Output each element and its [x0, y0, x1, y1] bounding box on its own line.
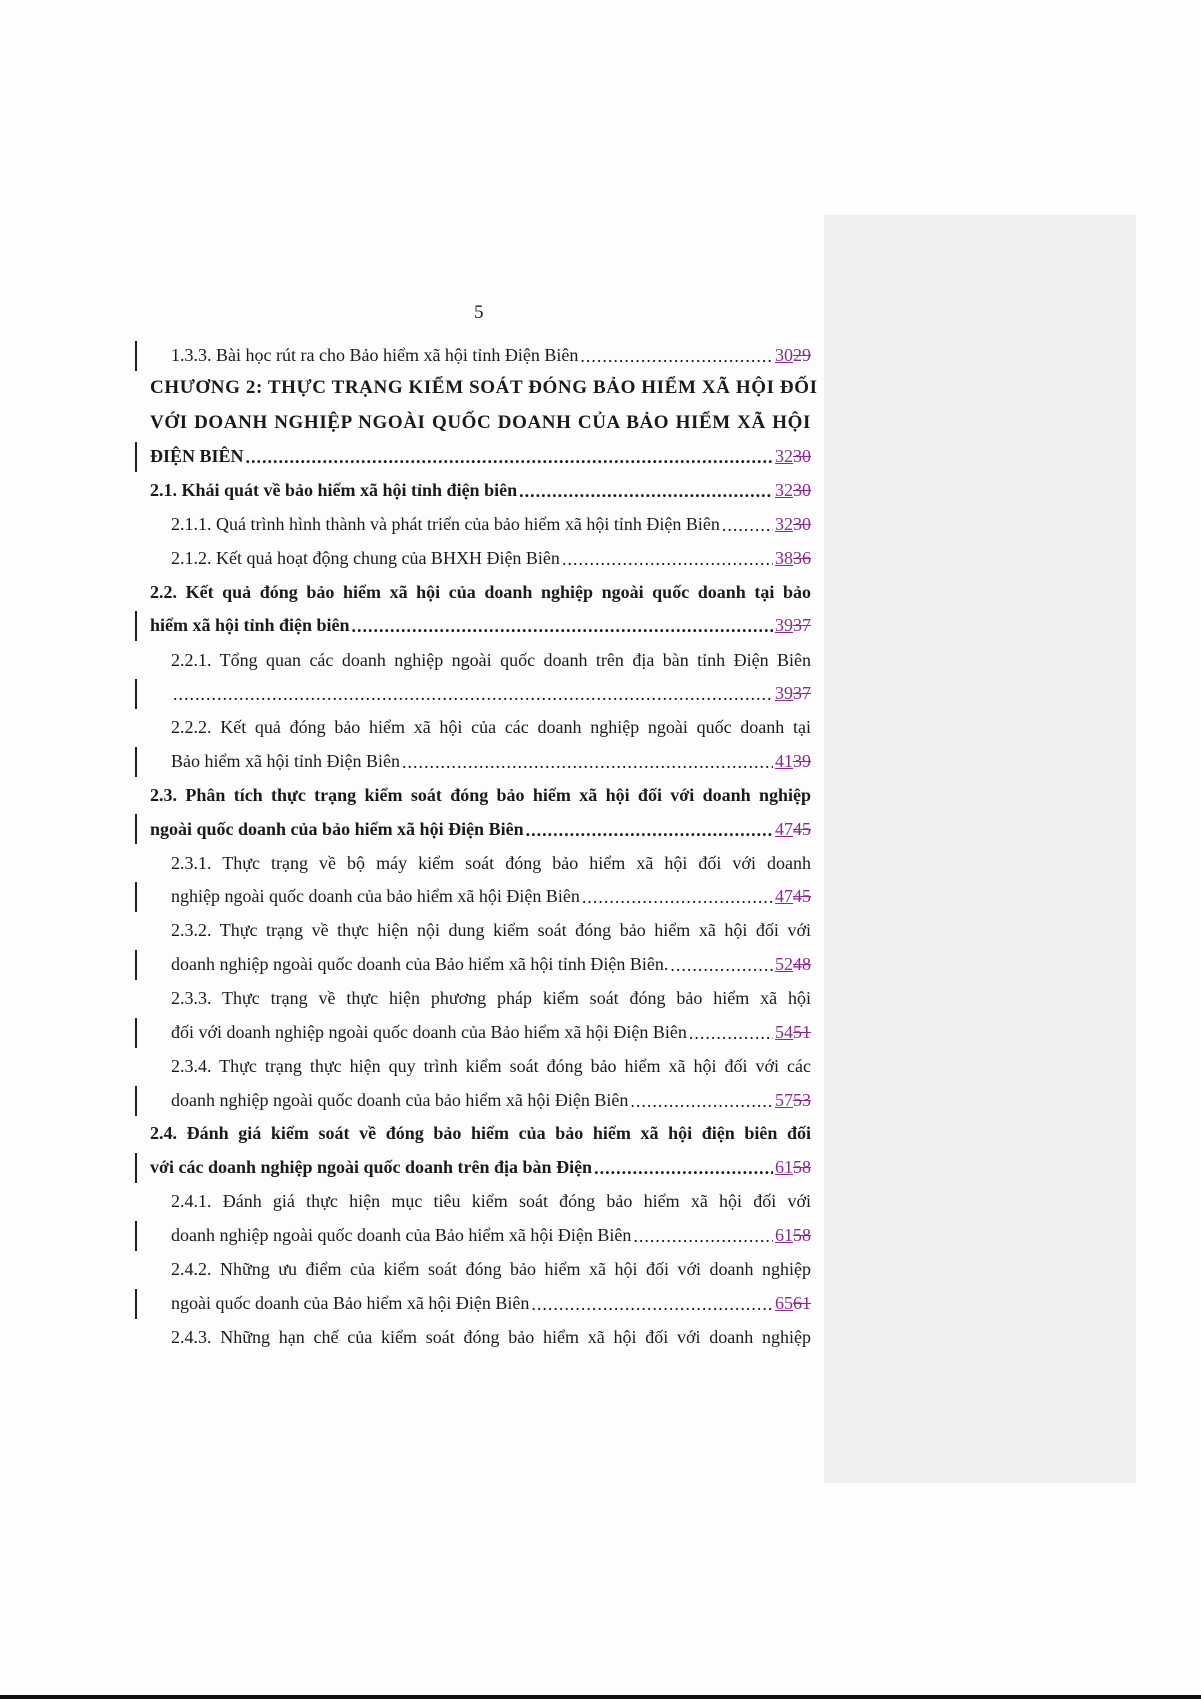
toc-entry-2-4-1-line-1: 2.4.1. Đánh giá thực hiện mục tiêu kiểm soát đóng bảo hiểm xã hội đối với	[171, 1191, 811, 1211]
toc-entry-2-3-2-line-1: 2.3.2. Thực trạng về thực hiện nội dung kiểm soát đóng bảo hiểm xã hội đối với	[171, 920, 811, 940]
toc-entry-2-2-1[interactable]: ..... 3937	[171, 682, 811, 704]
toc-entry-2-3-2[interactable]: doanh nghiệp ngoài quốc doanh của Bảo hiểm xã hội tỉnh Điện Biên. ..... 5248	[171, 953, 811, 975]
toc-entry-2-3[interactable]: ngoài quốc doanh của bảo hiểm xã hội Điện Biên ..... 4745	[150, 818, 811, 840]
chapter-heading-line-1: CHƯƠNG 2: THỰC TRẠNG KIỂM SOÁT ĐÓNG BẢO HIỂM XÃ HỘI ĐỐI	[150, 377, 818, 398]
change-bar	[135, 442, 137, 472]
change-bar	[135, 679, 137, 709]
toc-entry-1-3-3[interactable]: 1.3.3. Bài học rút ra cho Bảo hiểm xã hội tỉnh Điện Biên ..... 3029	[171, 344, 811, 366]
toc-entry-2-4-3-line-1: 2.4.3. Những hạn chế của kiểm soát đóng bảo hiểm xã hội đối với doanh nghiệp	[171, 1327, 811, 1347]
comment-pane[interactable]	[824, 215, 1136, 1483]
change-bar	[135, 1289, 137, 1319]
change-bar	[135, 950, 137, 980]
toc-entry-2-4-2-line-1: 2.4.2. Những ưu điểm của kiểm soát đóng bảo hiểm xã hội đối với doanh nghiệp	[171, 1259, 811, 1279]
toc-entry-2-2-2[interactable]: Bảo hiểm xã hội tỉnh Điện Biên ..... 4139	[171, 750, 811, 772]
toc-entry-2-1[interactable]: 2.1. Khái quát về bảo hiểm xã hội tỉnh điện biên ..... 3230	[150, 479, 811, 501]
toc-entry-2-4-2[interactable]: ngoài quốc doanh của Bảo hiểm xã hội Điện Biên ..... 6561	[171, 1292, 811, 1314]
toc-entry-2-3-4-line-1: 2.3.4. Thực trạng thực hiện quy trình kiểm soát đóng bảo hiểm xã hội đối với các	[171, 1056, 811, 1076]
toc-entry-2-4-line-1: 2.4. Đánh giá kiểm soát về đóng bảo hiểm của bảo hiểm xã hội điện biên đối	[150, 1123, 811, 1143]
toc-entry-2-4-1[interactable]: doanh nghiệp ngoài quốc doanh của Bảo hiểm xã hội Điện Biên ..... 6158	[171, 1224, 811, 1246]
change-bar	[135, 1018, 137, 1048]
toc-entry-2-3-3[interactable]: đối với doanh nghiệp ngoài quốc doanh của Bảo hiểm xã hội Điện Biên ..... 5451	[171, 1021, 811, 1043]
change-bar	[135, 814, 137, 844]
toc-entry-chapter-2[interactable]: ĐIỆN BIÊN ..... 3230	[150, 445, 811, 467]
toc-entry-2-2[interactable]: hiểm xã hội tỉnh điện biên ..... 3937	[150, 614, 811, 636]
toc-entry-2-1-1[interactable]: 2.1.1. Quá trình hình thành và phát triển của bảo hiểm xã hội tỉnh Điện Biên ..... 3230	[171, 513, 811, 535]
chapter-heading-line-2: VỚI DOANH NGHIỆP NGOÀI QUỐC DOANH CỦA BẢO HIỂM XÃ HỘI	[150, 412, 811, 433]
change-bar	[135, 1153, 137, 1183]
change-bar	[135, 882, 137, 912]
toc-entry-2-2-1-line-1: 2.2.1. Tổng quan các doanh nghiệp ngoài quốc doanh trên địa bàn tỉnh Điện Biên	[171, 650, 811, 670]
toc-entry-2-4[interactable]: với các doanh nghiệp ngoài quốc doanh trên địa bàn Điện ..... 6158	[150, 1156, 811, 1178]
toc-entry-2-1-2[interactable]: 2.1.2. Kết quả hoạt động chung của BHXH Điện Biên ..... 3836	[171, 547, 811, 569]
toc-entry-2-3-1[interactable]: nghiệp ngoài quốc doanh của bảo hiểm xã hội Điện Biên ..... 4745	[171, 885, 811, 907]
change-bar	[135, 747, 137, 777]
toc-entry-2-3-3-line-1: 2.3.3. Thực trạng về thực hiện phương pháp kiểm soát đóng bảo hiểm xã hội	[171, 988, 811, 1008]
change-bar	[135, 1221, 137, 1251]
toc-entry-2-2-2-line-1: 2.2.2. Kết quả đóng bảo hiểm xã hội của các doanh nghiệp ngoài quốc doanh tại	[171, 717, 811, 737]
toc-entry-2-3-4[interactable]: doanh nghiệp ngoài quốc doanh của bảo hiểm xã hội Điện Biên ..... 5753	[171, 1089, 811, 1111]
bottom-rule	[0, 1695, 1201, 1699]
toc-entry-2-2-line-1: 2.2. Kết quả đóng bảo hiểm xã hội của doanh nghiệp ngoài quốc doanh tại bảo	[150, 582, 811, 602]
page-number: 5	[474, 302, 484, 323]
change-bar	[135, 611, 137, 641]
change-bar	[135, 341, 137, 371]
toc-entry-2-3-1-line-1: 2.3.1. Thực trạng về bộ máy kiểm soát đóng bảo hiểm xã hội đối với doanh	[171, 853, 811, 873]
toc-entry-2-3-line-1: 2.3. Phân tích thực trạng kiểm soát đóng bảo hiểm xã hội đối với doanh nghiệp	[150, 785, 811, 805]
change-bar	[135, 1086, 137, 1116]
